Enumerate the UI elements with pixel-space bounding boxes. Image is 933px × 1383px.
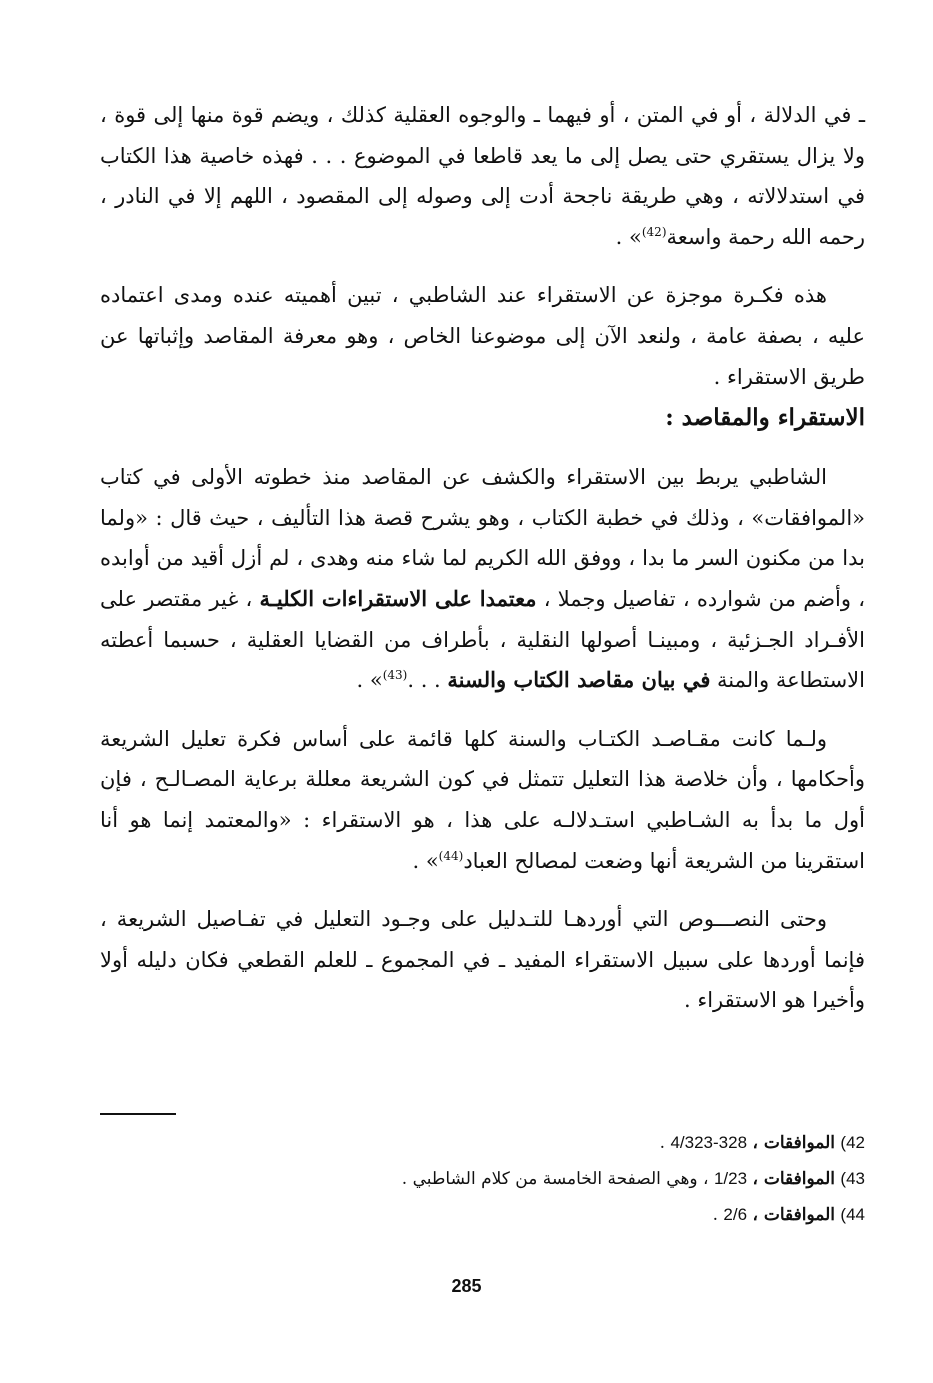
emphasis-purposes: في بيان مقاصد الكتاب والسنة (447, 667, 711, 693)
footnote-tail: ، وهي الصفحة الخامسة من كلام الشاطبي . (401, 1169, 714, 1189)
paragraph-4 (100, 719, 865, 881)
footnote-42 (100, 1125, 865, 1161)
footnote-43 (100, 1161, 865, 1197)
footnote-reference: 4/323-328 (670, 1133, 748, 1152)
paragraph-5: وحتى النصـــوص التي أوردهـا للتـدليل على وجـود التعليل في تفـاصيل الشريعة ، فإنما أوردها على سبيل الاستقراء المفيد ـ في المجموع ـ للعلم القطعي فكان دليله أولا وأخيرا هو الاستقراء . (100, 907, 865, 1013)
paragraph-3 (100, 457, 865, 701)
footnote-tail: . (712, 1205, 724, 1225)
footnote-ref-42[interactable]: (42) (641, 224, 667, 239)
footnote-number: 42) (840, 1133, 865, 1152)
paragraph-1 (100, 95, 865, 257)
footnote-number: 44) (840, 1205, 865, 1224)
paragraph-4-text: ولـما كانت مقـاصـد الكتـاب والسنة كلها قائمة على أساس فكرة تعليل الشريعة وأحكامها ، وأن خلاصة هذا التعليل تتمثل في كون الشريعة معللة برعاية المصـالـح ، فإن أول ما بدأ به الشـاطبي استـدلالـه على هذا ، هو الاستقراء : «والمعتمد إنما هو أنا استقرينا من الشريعة أنها وضعت لمصالح العباد (100, 726, 865, 873)
footnote-source: الموافقات ، (752, 1133, 835, 1153)
paragraph-1-end: » . (615, 224, 642, 249)
footnote-divider (100, 1113, 176, 1115)
paragraph-3-text-a: الشاطبي يربط بين الاستقراء والكشف عن المقاصد منذ خطوته الأولى في كتاب «الموافقات» ، وذلك في خطبة الكتاب ، وهو يشرح قصة هذا التأليف ، حيث قال : «ولما بدا من مكنون السر ما بدا ، ووفق الله الكريم لما شاء منه وهدى ، لم أزل أقيد من أوابده ، وأضم من شوارده ، تفاصيل وجملا ، (100, 465, 865, 611)
paragraph-3-text-e: . . . (407, 668, 448, 693)
body-text (100, 95, 865, 1021)
page-number: 285 (451, 1276, 482, 1296)
footnote-ref-44[interactable]: (44) (438, 848, 464, 863)
emphasis-inductions: معتمدا على الاستقراءات الكليـة (259, 585, 537, 611)
footnote-ref-43[interactable]: (43) (382, 668, 408, 683)
paragraph-2: هذه فكـرة موجزة عن الاستقراء عند الشاطبي ، تبين أهميته عنده ومدى اعتماده عليه ، بصفة عامة ، ولنعد الآن إلى موضوعنا الخاص ، وهو معرفة المقاصد وإثباتها عن طريق الاستقراء . (100, 283, 865, 389)
paragraph-3-end: » . (356, 668, 383, 693)
paragraph-1-text: ـ في الدلالة ، أو في المتن ، أو فيهما ـ والوجوه العقلية كذلك ، ويضم قوة منها إلى قوة ، ولا يزال يستقري حتى يصل إلى ما يعد قاطعا في الموضوع . . . فهذه خاصية هذا الكتاب في استدلالاته ، وهي طريقة ناجحة أدت إلى وصوله إلى المقصود ، اللهم إلا في النادر ، رحمه الله رحمة واسعة (100, 103, 865, 249)
footnote-source: الموافقات ، (752, 1205, 835, 1225)
paragraph-4-end: » . (412, 848, 439, 873)
footnote-reference: 1/23 (713, 1169, 748, 1188)
footnotes (100, 1125, 865, 1233)
paragraph-3-text-c: ، غير مقتصر على الأفـراد الجـزئية ، ومبينـا أصولها النقلية ، بأطراف من القضايا العقلية ، حسبما أعطته الاستطاعة والمنة (100, 586, 865, 693)
section-heading: الاستقراء والمقاصد : (665, 404, 865, 432)
footnote-number: 43) (840, 1169, 865, 1188)
footnote-44 (100, 1197, 865, 1233)
footnote-reference: 2/6 (723, 1205, 748, 1224)
footnote-source: الموافقات ، (752, 1169, 835, 1189)
footnote-tail: . (659, 1133, 671, 1153)
